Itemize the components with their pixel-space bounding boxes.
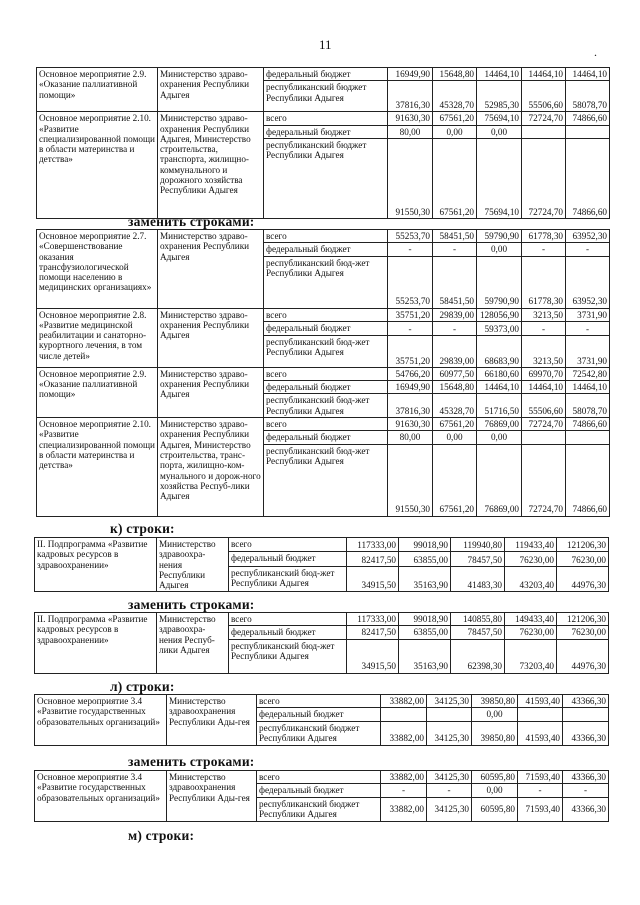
value-cell: 34125,30: [427, 797, 472, 821]
value-cell: 63952,30: [566, 256, 610, 308]
value-cell: 71593,40: [518, 797, 563, 821]
value-cell: 41593,40: [518, 695, 563, 708]
ministry-cell: Министерство здраво-охранения Республики Адыгея: [158, 230, 264, 309]
source-cell: федеральный бюджет: [257, 784, 381, 797]
value-cell: -: [522, 243, 566, 256]
ministry-cell: Министерство здраво-охранения Республики Адыгея, Министерство строительства, транспорта, жилищно-коммунального и дорожного хозяйства Республики Адыгея: [158, 112, 264, 219]
value-cell: 58451,50: [433, 256, 477, 308]
source-cell: республиканский бюджет Республики Адыгея: [257, 797, 381, 821]
value-cell: 61778,30: [522, 230, 566, 243]
value-cell: 14464,10: [566, 68, 610, 81]
source-cell: всего: [229, 538, 347, 552]
heading-replace-3: заменить строками:: [128, 754, 255, 769]
value-cell: 67561,20: [433, 138, 477, 218]
value-cell: -: [563, 784, 609, 797]
value-cell: 35163,90: [399, 566, 451, 592]
value-cell: 0,00: [472, 784, 518, 797]
value-cell: [522, 431, 566, 444]
value-cell: 54766,20: [388, 367, 433, 380]
event-cell: Основное мероприятие 3.4 «Развитие государственных образовательных организаций»: [35, 771, 167, 822]
value-cell: 121206,30: [557, 613, 609, 626]
value-cell: 80,00: [388, 125, 433, 138]
value-cell: 58451,50: [433, 230, 477, 243]
value-cell: [518, 708, 563, 721]
value-cell: 3731,90: [566, 335, 610, 367]
event-cell: Основное мероприятие 2.9. «Оказание паллиативной помощи»: [37, 367, 158, 417]
value-cell: 34915,50: [347, 639, 399, 673]
value-cell: 15648,80: [433, 381, 477, 394]
value-cell: 33882,00: [381, 771, 427, 784]
value-cell: 33882,00: [381, 721, 427, 745]
event-cell: Основное мероприятие 2.10. «Развитие специализированной помощи в области материнства и детства»: [37, 112, 158, 219]
source-cell: федеральный бюджет: [229, 626, 347, 639]
value-cell: 0,00: [477, 431, 522, 444]
table-row: [35, 771, 609, 784]
value-cell: 0,00: [433, 431, 477, 444]
value-cell: 0,00: [477, 243, 522, 256]
table-row: [35, 538, 609, 552]
value-cell: 44976,30: [557, 566, 609, 592]
value-cell: -: [566, 321, 610, 335]
source-cell: всего: [264, 367, 388, 380]
value-cell: [427, 708, 472, 721]
value-cell: 91630,30: [388, 112, 433, 125]
value-cell: 63855,00: [399, 626, 451, 639]
source-cell: республиканский бюд-жет Республики Адыгея: [229, 639, 347, 673]
value-cell: 69970,70: [522, 367, 566, 380]
value-cell: 14464,10: [477, 68, 522, 81]
value-cell: 0,00: [472, 708, 518, 721]
value-cell: 72724,70: [522, 444, 566, 516]
heading-k: к) строки:: [110, 521, 175, 536]
source-cell: республиканский бюд-жет Республики Адыгея: [264, 256, 388, 308]
value-cell: 82417,50: [347, 626, 399, 639]
value-cell: 34125,30: [427, 721, 472, 745]
table-row: [37, 308, 610, 321]
value-cell: 99018,90: [399, 613, 451, 626]
value-cell: 80,00: [388, 431, 433, 444]
value-cell: 119433,40: [505, 538, 557, 552]
value-cell: 43366,30: [563, 721, 609, 745]
value-cell: 29839,00: [433, 308, 477, 321]
value-cell: 82417,50: [347, 552, 399, 566]
value-cell: 3213,50: [522, 308, 566, 321]
value-cell: 63952,30: [566, 230, 610, 243]
value-cell: 55506,60: [522, 394, 566, 418]
value-cell: [563, 708, 609, 721]
value-cell: 58078,70: [566, 81, 610, 112]
ministry-cell: Министерство здравоохранения Республики Ады-гея: [167, 771, 257, 822]
value-cell: 149433,40: [505, 613, 557, 626]
ministry-cell: Министерство здраво-охранения Республики Адыгея: [158, 68, 264, 112]
source-cell: республиканский бюджет Республики Адыгея: [257, 721, 381, 745]
source-cell: республиканский бюд-жет Республики Адыгея: [264, 444, 388, 516]
ministry-cell: Министерство здравоохра-нения Республики Адыгея: [157, 538, 229, 592]
table-row: [37, 367, 610, 380]
value-cell: 62398,30: [451, 639, 505, 673]
value-cell: 14464,10: [522, 381, 566, 394]
source-cell: всего: [264, 308, 388, 321]
value-cell: 67561,20: [433, 444, 477, 516]
value-cell: 55253,70: [388, 256, 433, 308]
value-cell: 99018,90: [399, 538, 451, 552]
value-cell: 43366,30: [563, 771, 609, 784]
source-cell: республиканский бюджет Республики Адыгея: [264, 138, 388, 218]
value-cell: 14464,10: [566, 381, 610, 394]
value-cell: 35751,20: [388, 308, 433, 321]
event-cell: Основное мероприятие 3.4 «Развитие государственных образовательных организаций»: [35, 695, 167, 746]
heading-m: м) строки:: [128, 828, 195, 843]
value-cell: 63855,00: [399, 552, 451, 566]
value-cell: 117333,00: [347, 538, 399, 552]
value-cell: -: [433, 243, 477, 256]
value-cell: 74866,60: [566, 418, 610, 431]
value-cell: 45328,70: [433, 394, 477, 418]
value-cell: 71593,40: [518, 771, 563, 784]
value-cell: 91630,30: [388, 418, 433, 431]
value-cell: 41483,30: [451, 566, 505, 592]
value-cell: 43366,30: [563, 695, 609, 708]
value-cell: 76230,00: [505, 626, 557, 639]
value-cell: 44976,30: [557, 639, 609, 673]
value-cell: -: [433, 321, 477, 335]
value-cell: 34125,30: [427, 695, 472, 708]
value-cell: 14464,10: [522, 68, 566, 81]
value-cell: 33882,00: [381, 797, 427, 821]
value-cell: 16949,90: [388, 381, 433, 394]
value-cell: 45328,70: [433, 81, 477, 112]
value-cell: 78457,50: [451, 626, 505, 639]
table-row: [37, 112, 610, 125]
value-cell: 60595,80: [472, 771, 518, 784]
value-cell: 35163,90: [399, 639, 451, 673]
event-cell: II. Подпрограмма «Развитие кадровых ресурсов в здравоохранении»: [35, 613, 157, 674]
value-cell: 51716,50: [477, 394, 522, 418]
value-cell: -: [427, 784, 472, 797]
heading-l: л) строки:: [110, 679, 175, 694]
value-cell: -: [518, 784, 563, 797]
source-cell: республиканский бюджет Республики Адыгея: [264, 81, 388, 112]
table-existing-rows-k: [34, 537, 609, 592]
event-cell: II. Подпрограмма «Развитие кадровых ресурсов в здравоохранении»: [35, 538, 157, 592]
value-cell: 74866,60: [566, 138, 610, 218]
source-cell: всего: [264, 230, 388, 243]
ministry-cell: Министерство здраво-охранения Республики Адыгея: [158, 367, 264, 417]
value-cell: 59373,00: [477, 321, 522, 335]
value-cell: 72724,70: [522, 138, 566, 218]
value-cell: 91550,30: [388, 444, 433, 516]
value-cell: 14464,10: [477, 381, 522, 394]
value-cell: 117333,00: [347, 613, 399, 626]
value-cell: 119940,80: [451, 538, 505, 552]
value-cell: 128056,90: [477, 308, 522, 321]
value-cell: -: [522, 321, 566, 335]
value-cell: 39850,80: [472, 695, 518, 708]
source-cell: всего: [264, 418, 388, 431]
value-cell: 35751,20: [388, 335, 433, 367]
value-cell: -: [566, 243, 610, 256]
value-cell: 68683,90: [477, 335, 522, 367]
value-cell: 60595,80: [472, 797, 518, 821]
value-cell: 0,00: [477, 125, 522, 138]
value-cell: 76230,00: [557, 626, 609, 639]
event-cell: Основное мероприятие 2.7. «Совершенствование оказания трансфузиологической помощи населению в медицинских организациях»: [37, 230, 158, 309]
value-cell: 37816,30: [388, 394, 433, 418]
event-cell: Основное мероприятие 2.9. «Оказание паллиативной помощи»: [37, 68, 158, 112]
page-number: 11: [319, 37, 332, 52]
source-cell: всего: [264, 112, 388, 125]
value-cell: 41593,40: [518, 721, 563, 745]
value-cell: 75694,10: [477, 112, 522, 125]
table-replacement-rows-k: [34, 612, 609, 674]
value-cell: 91550,30: [388, 138, 433, 218]
value-cell: 55253,70: [388, 230, 433, 243]
value-cell: 59790,90: [477, 256, 522, 308]
value-cell: 73203,40: [505, 639, 557, 673]
value-cell: [381, 708, 427, 721]
source-cell: федеральный бюджет: [264, 68, 388, 81]
page-mark: .: [594, 45, 597, 59]
value-cell: 55506,60: [522, 81, 566, 112]
value-cell: 121206,30: [557, 538, 609, 552]
source-cell: всего: [257, 695, 381, 708]
table-existing-rows-1: [36, 67, 610, 219]
source-cell: федеральный бюджет: [229, 552, 347, 566]
source-cell: республиканский бюд-жет Республики Адыгея: [264, 394, 388, 418]
value-cell: 76230,00: [505, 552, 557, 566]
value-cell: 76869,00: [477, 444, 522, 516]
value-cell: 72724,70: [522, 418, 566, 431]
value-cell: 29839,00: [433, 335, 477, 367]
table-row: [37, 418, 610, 431]
value-cell: 67561,20: [433, 112, 477, 125]
value-cell: 67561,20: [433, 418, 477, 431]
value-cell: 43366,30: [563, 797, 609, 821]
value-cell: 75694,10: [477, 138, 522, 218]
table-existing-rows-l: [34, 694, 609, 746]
value-cell: -: [388, 243, 433, 256]
value-cell: 3731,90: [566, 308, 610, 321]
source-cell: федеральный бюджет: [257, 708, 381, 721]
event-cell: Основное мероприятие 2.8. «Развитие медицинской реабилитации и санаторно-курортного лечения, в том числе детей»: [37, 308, 158, 367]
ministry-cell: Министерство здраво-охранения Республики Адыгея, Министерство строительства, транс-порта, жилищно-ком-мунального и дорож-ного хозяйства Респуб-лики Адыгея: [158, 418, 264, 517]
value-cell: 60977,50: [433, 367, 477, 380]
value-cell: 0,00: [433, 125, 477, 138]
value-cell: 66180,60: [477, 367, 522, 380]
value-cell: 34125,30: [427, 771, 472, 784]
value-cell: [522, 125, 566, 138]
value-cell: 58078,70: [566, 394, 610, 418]
value-cell: 78457,50: [451, 552, 505, 566]
heading-replace-1: заменить строками:: [128, 214, 255, 229]
value-cell: 72542,80: [566, 367, 610, 380]
value-cell: 3213,50: [522, 335, 566, 367]
value-cell: 39850,80: [472, 721, 518, 745]
ministry-cell: Министерство здравоохра-нения Респуб-лики Адыгея: [157, 613, 229, 674]
source-cell: республиканский бюд-жет Республики Адыгея: [264, 335, 388, 367]
value-cell: 59790,90: [477, 230, 522, 243]
value-cell: [566, 431, 610, 444]
heading-replace-2: заменить строками:: [128, 597, 255, 612]
value-cell: 15648,80: [433, 68, 477, 81]
value-cell: 52985,30: [477, 81, 522, 112]
source-cell: федеральный бюджет: [264, 431, 388, 444]
table-row: [35, 695, 609, 708]
value-cell: 74866,60: [566, 444, 610, 516]
value-cell: 37816,30: [388, 81, 433, 112]
ministry-cell: Министерство здравоохранения Республики Ады-гея: [167, 695, 257, 746]
ministry-cell: Министерство здраво-охранения Республики Адыгея: [158, 308, 264, 367]
value-cell: 61778,30: [522, 256, 566, 308]
value-cell: 76230,00: [557, 552, 609, 566]
table-row: [35, 613, 609, 626]
value-cell: 34915,50: [347, 566, 399, 592]
source-cell: всего: [229, 613, 347, 626]
value-cell: -: [381, 784, 427, 797]
source-cell: всего: [257, 771, 381, 784]
source-cell: федеральный бюджет: [264, 321, 388, 335]
value-cell: -: [388, 321, 433, 335]
value-cell: 43203,40: [505, 566, 557, 592]
source-cell: федеральный бюджет: [264, 243, 388, 256]
value-cell: 74866,60: [566, 112, 610, 125]
value-cell: [566, 125, 610, 138]
source-cell: федеральный бюджет: [264, 381, 388, 394]
event-cell: Основное мероприятие 2.10. «Развитие специализированной помощи в области материнства и детства»: [37, 418, 158, 517]
value-cell: 16949,90: [388, 68, 433, 81]
table-row: [37, 230, 610, 243]
source-cell: федеральный бюджет: [264, 125, 388, 138]
value-cell: 140855,80: [451, 613, 505, 626]
source-cell: республиканский бюд-жет Республики Адыгея: [229, 566, 347, 592]
table-replacement-rows-l: [34, 770, 609, 822]
table-row: [37, 68, 610, 81]
value-cell: 72724,70: [522, 112, 566, 125]
table-replacement-rows-1: [36, 229, 610, 517]
value-cell: 76869,00: [477, 418, 522, 431]
value-cell: 33882,00: [381, 695, 427, 708]
